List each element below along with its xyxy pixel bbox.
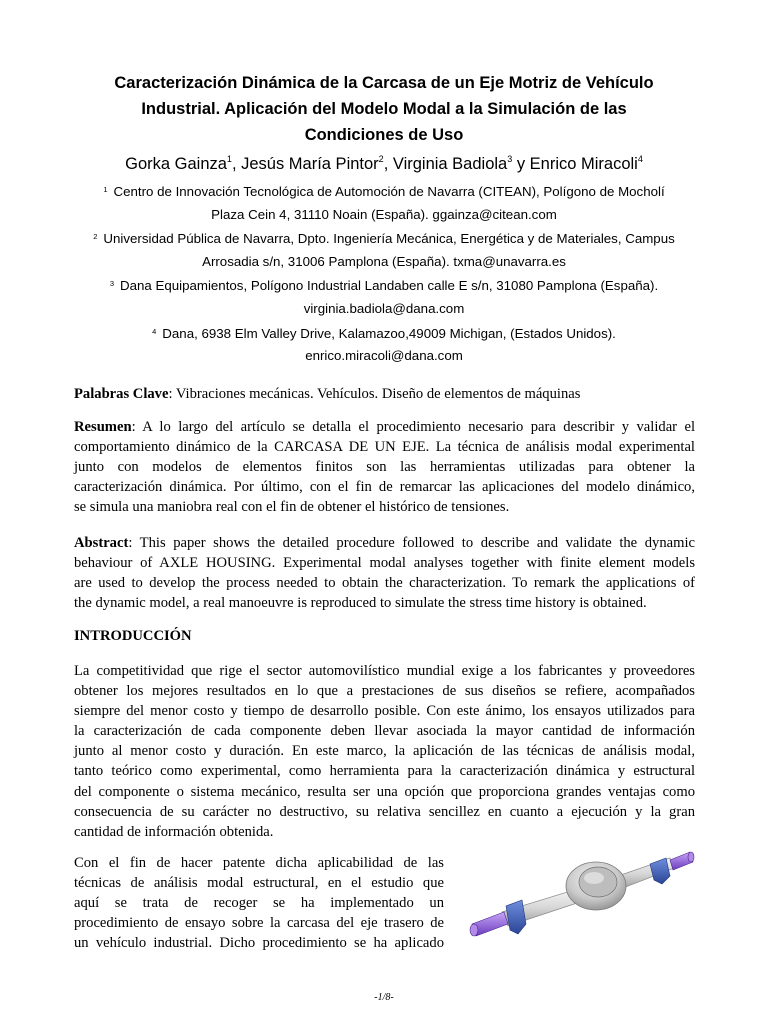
right-spindle-end	[688, 852, 694, 862]
paragraph-line: Con el fin de hacer patente dicha aplicabilidad de las	[74, 855, 444, 871]
line-text: : A lo largo del artículo se detalla el procedimiento necesario para describir y validar el	[131, 419, 695, 435]
resumen-paragraph	[74, 417, 695, 517]
paragraph-line: caracterización dinámica. Por último, con el fin de remarcar las aplicaciones del modelo dinámico,	[74, 479, 695, 496]
keywords-label: Palabras Clave	[74, 386, 169, 402]
author-separator: ,	[383, 155, 393, 173]
paragraph-line: behaviour of AXLE HOUSING. Experimental modal analyses together with finite element models	[74, 555, 695, 572]
intro-paragraph-2	[74, 853, 444, 953]
author-name: Virginia Badiola	[392, 155, 508, 173]
line-text: : This paper shows the detailed procedure followed to describe and validate the dynamic	[128, 535, 695, 551]
affiliation-line: Arrosadia s/n, 31006 Pamplona (España). txma@unavarra.es	[202, 253, 566, 269]
affiliation-line: Plaza Cein 4, 31110 Noain (España). ggainza@citean.com	[211, 206, 557, 222]
keywords	[74, 384, 695, 404]
paper-title	[70, 70, 698, 148]
author-name: Enrico Miracoli	[529, 155, 638, 173]
paragraph-line: junto al menor costo y duración. En este marco, la aplicación de las técnicas de análisis modal,	[74, 743, 695, 760]
paragraph-line: técnicas de análisis modal estructural, en el estudio que	[74, 875, 444, 892]
title-line: Condiciones de Uso	[304, 126, 464, 144]
author-separator: y	[512, 155, 530, 173]
affiliation-mark: 2	[93, 232, 98, 242]
paragraph-line: procedimiento de ensayo sobre la carcasa del eje trasero de	[74, 915, 444, 932]
paragraph-line: la caracterización de cada componente deben llevar asociada la mayor cantidad de información	[74, 723, 695, 740]
paragraph-line: aquí se trata de recoger se ha implementado un	[74, 895, 444, 912]
affiliation-text: Universidad Pública de Navarra, Dpto. Ingeniería Mecánica, Energética y de Materiales, Campus	[103, 231, 675, 247]
affiliation-mark: 4	[152, 326, 157, 336]
affiliation-text: Centro de Innovación Tecnológica de Automoción de Navarra (CITEAN), Polígono de Mocholí	[113, 184, 665, 199]
paragraph-line: siempre del menor costo y tiempo de desarrollo posible. Con este ánimo, los ensayos utilizados para	[74, 703, 695, 720]
axle-housing-figure	[462, 838, 698, 950]
author-name: Gorka Gainza	[125, 155, 227, 173]
left-spindle-end	[470, 924, 478, 936]
paragraph-line: are used to develop the process needed to obtain the characterization. To remark the applications of	[74, 575, 695, 592]
affiliation-mark: 3	[109, 279, 114, 289]
author-name: Jesús María Pintor	[241, 155, 379, 173]
paragraph-line: cantidad de información obtenida.	[74, 823, 274, 840]
paragraph-line	[74, 533, 695, 553]
keywords-text: : Vibraciones mecánicas. Vehículos. Diseño de elementos de máquinas	[168, 386, 581, 402]
affiliation-line	[40, 273, 728, 298]
author-affiliation-mark: 3	[507, 154, 513, 164]
right-bracket	[650, 858, 670, 884]
title-line: Caracterización Dinámica de la Carcasa de un Eje Motriz de Vehículo	[114, 74, 654, 92]
author-affiliation-mark: 2	[378, 154, 384, 164]
affiliation-line: virginia.badiola@dana.com	[303, 300, 465, 316]
paragraph-line: obtener los mejores resultados en lo que a prestaciones de sus diseños se refiere, acompañados	[74, 683, 695, 700]
keywords-line	[74, 384, 695, 404]
affiliation-text: Dana Equipamientos, Polígono Industrial Landaben calle E s/n, 31080 Pamplona (España).	[120, 278, 659, 294]
paragraph-line: junto con modelos de elementos finitos son las herramientas utilizadas para obtener la	[74, 459, 695, 476]
abstract-paragraph	[74, 533, 695, 613]
resumen-label: Resumen	[74, 419, 132, 435]
author-list	[40, 153, 728, 175]
affiliations	[40, 179, 728, 368]
axle-center-highlight	[584, 872, 604, 884]
paragraph-line: the dynamic model, a real manoeuvre is reproduced to simulate the stress time history is obtained.	[74, 595, 647, 612]
page-number: -1/8-	[374, 992, 394, 1003]
intro-paragraph	[74, 661, 695, 842]
paragraph-line: del componente o sistema mecánico, resulta ser una opción que proporciona grandes ventajas como	[74, 783, 695, 800]
section-heading: INTRODUCCIÓN	[74, 628, 192, 644]
paragraph-line: se simula una maniobra real con el fin de obtener el histórico de tensiones.	[74, 499, 510, 516]
paragraph-line: comportamiento dinámico de la CARCASA DE UN EJE. La técnica de análisis modal experimental	[74, 439, 695, 456]
affiliation-mark: 1	[103, 185, 108, 194]
paragraph-line: La competitividad que rige el sector automovilístico mundial exige a los fabricantes y proveedores	[74, 663, 695, 679]
paragraph-line: un vehículo industrial. Dicho procedimiento se ha aplicado	[74, 935, 444, 952]
affiliation-line	[40, 226, 728, 251]
paragraph-line: consecuencia de su carácter no destructivo, su relativa sencillez en cuanto a ejecución y la gran	[74, 803, 695, 820]
affiliation-line: enrico.miracoli@dana.com	[305, 348, 463, 364]
paragraph-line	[74, 417, 695, 437]
left-bracket	[506, 900, 526, 934]
author-separator: ,	[231, 155, 242, 173]
affiliation-text: Dana, 6938 Elm Valley Drive, Kalamazoo,49009 Michigan, (Estados Unidos).	[162, 325, 616, 341]
author-affiliation-mark: 4	[637, 154, 643, 164]
author-affiliation-mark: 1	[226, 154, 232, 164]
affiliation-line	[40, 321, 728, 346]
affiliation-line	[40, 179, 728, 204]
abstract-label: Abstract	[74, 535, 129, 551]
title-line: Industrial. Aplicación del Modelo Modal a la Simulación de las	[141, 100, 627, 118]
paragraph-line: tanto teórico como experimental, como herramienta para la caracterización dinámica y estructural	[74, 763, 695, 780]
